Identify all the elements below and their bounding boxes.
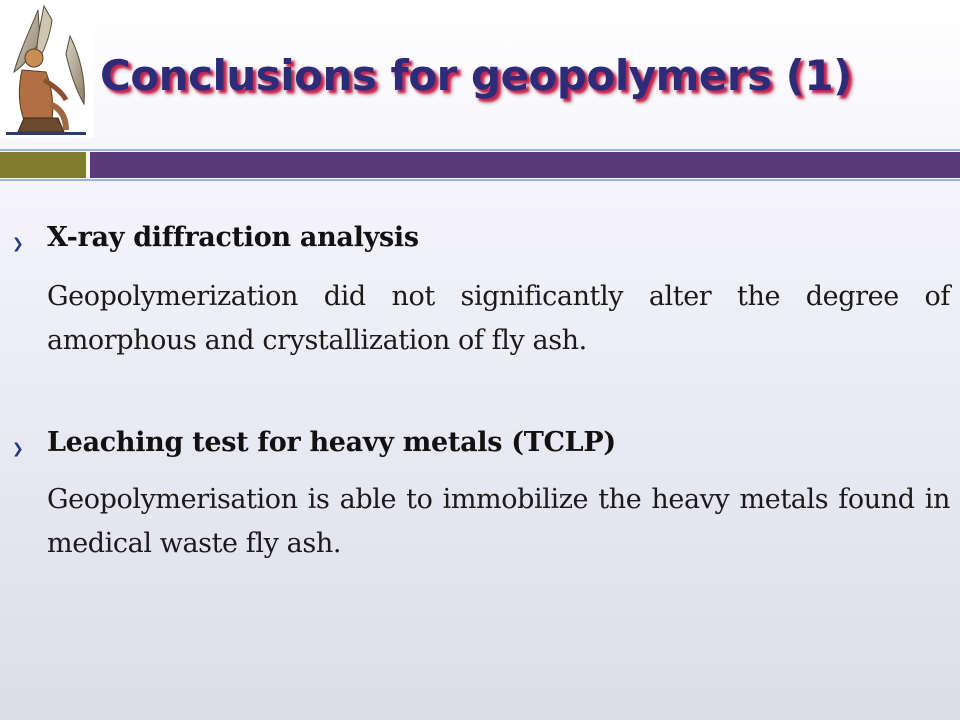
section-text-tclp: Geopolymerisation is able to immobilize the heavy metals found in medical waste fly ash. [47, 484, 950, 559]
section-heading-tclp: Leaching test for heavy metals (TCLP) [47, 427, 616, 458]
title-divider-top-line [0, 149, 960, 151]
slide-title: Conclusions for geopolymers (1) [100, 51, 852, 100]
seated-figure-emblem-icon [0, 0, 94, 138]
title-divider-bottom-line [0, 179, 960, 181]
chevron-right-icon: ❯ [12, 236, 24, 252]
section-heading-xrd: X-ray diffraction analysis [47, 222, 419, 253]
chevron-right-icon: ❯ [12, 441, 24, 457]
title-divider-olive-bar [0, 152, 86, 178]
section-text-xrd: Geopolymerization did not significantly alter the degree of amorphous and crystallization of fly ash. [47, 281, 950, 356]
logo [0, 0, 94, 138]
title-divider-purple-bar [90, 152, 960, 178]
